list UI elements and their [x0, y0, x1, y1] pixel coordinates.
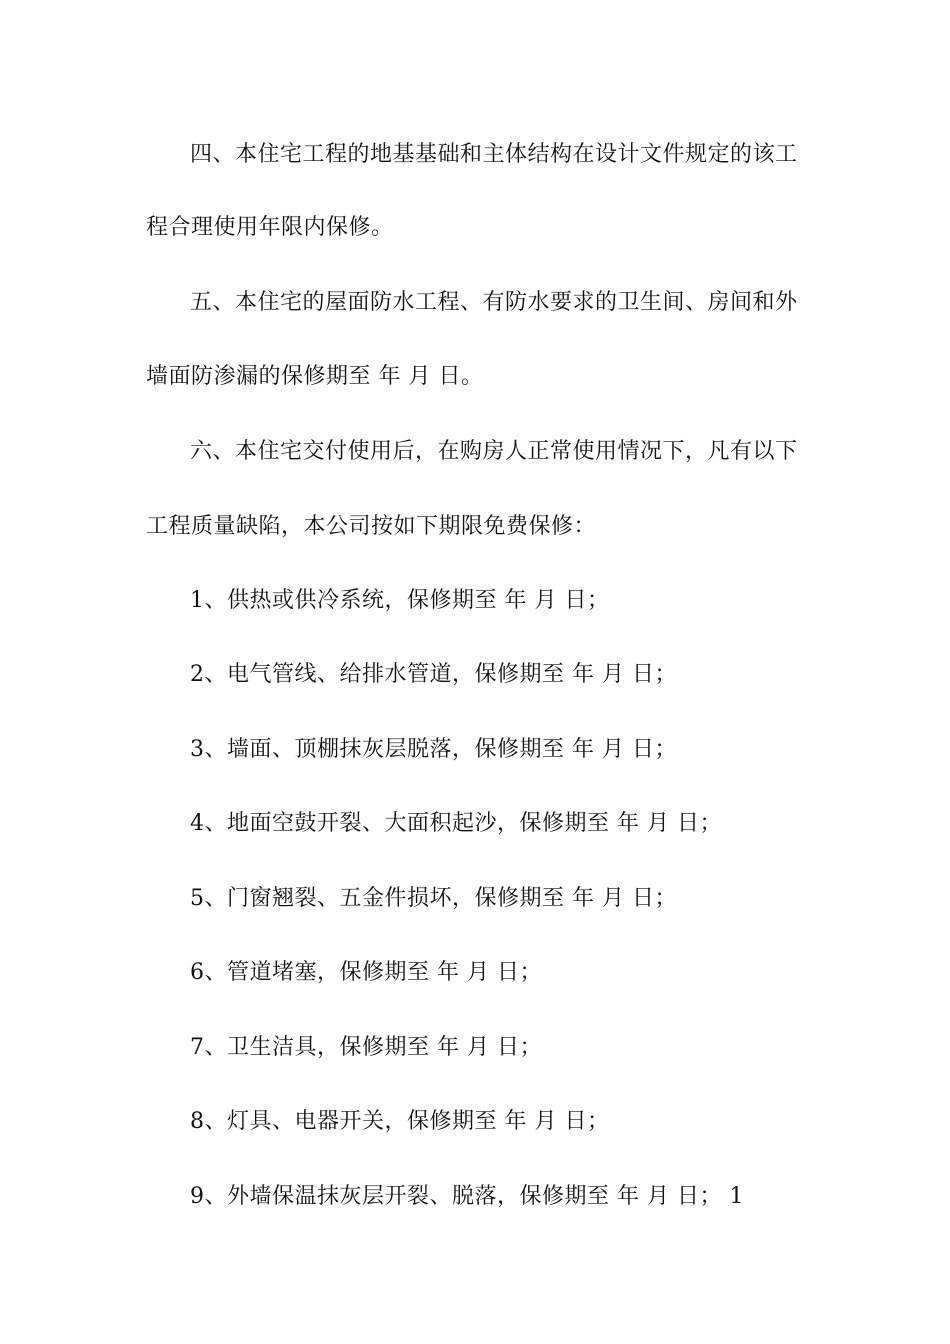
paragraph-6-line-1: 六、本住宅交付使用后，在购房人正常使用情况下，凡有以下 — [190, 439, 798, 464]
paragraph-5-line-2: 墙面防渗漏的保修期至 年 月 日。 — [146, 364, 484, 389]
list-item: 2、电气管线、给排水管道，保修期至 年 月 日； — [190, 662, 677, 687]
list-item: 6、管道堵塞，保修期至 年 月 日； — [190, 960, 542, 985]
list-item: 4、地面空鼓开裂、大面积起沙，保修期至 年 月 日； — [190, 811, 722, 836]
paragraph-5-line-1: 五、本住宅的屋面防水工程、有防水要求的卫生间、房间和外 — [190, 290, 798, 315]
list-item: 1、供热或供冷系统，保修期至 年 月 日； — [190, 588, 610, 613]
list-item: 5、门窗翘裂、五金件损坏，保修期至 年 月 日； — [190, 886, 677, 911]
list-item: 7、卫生洁具，保修期至 年 月 日； — [190, 1035, 542, 1060]
list-item: 8、灯具、电器开关，保修期至 年 月 日； — [190, 1109, 610, 1134]
list-item: 3、墙面、顶棚抹灰层脱落，保修期至 年 月 日； — [190, 737, 677, 762]
paragraph-4-line-1: 四、本住宅工程的地基基础和主体结构在设计文件规定的该工 — [190, 142, 798, 167]
paragraph-6-line-2: 工程质量缺陷，本公司按如下期限免费保修： — [146, 514, 597, 539]
paragraph-4-line-2: 程合理使用年限内保修。 — [146, 215, 394, 240]
list-item: 9、外墙保温抹灰层开裂、脱落，保修期至 年 月 日； 1 — [190, 1184, 744, 1209]
